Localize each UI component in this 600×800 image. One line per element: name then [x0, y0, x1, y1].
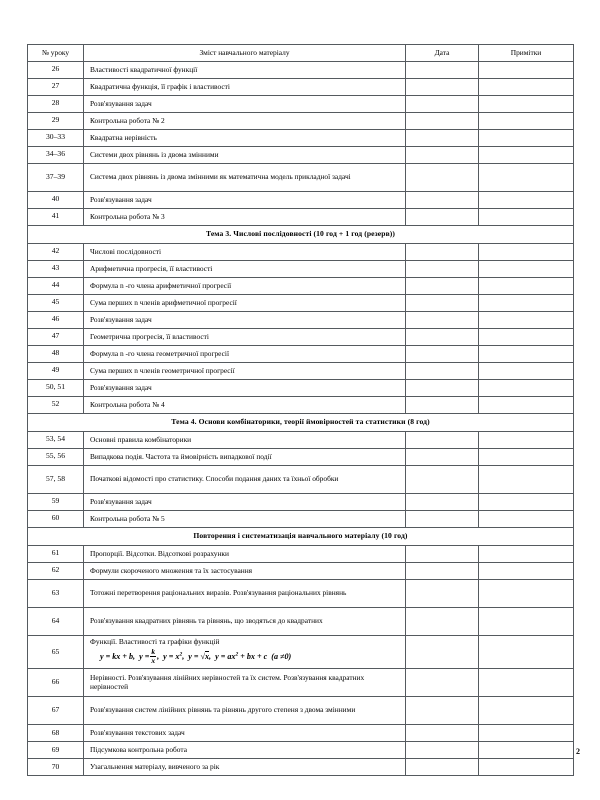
cell-date[interactable] — [406, 608, 479, 636]
cell-date[interactable] — [406, 580, 479, 608]
table-row — [28, 742, 574, 759]
table-row — [28, 563, 574, 580]
cell-notes[interactable] — [479, 192, 574, 209]
cell-notes[interactable] — [479, 346, 574, 363]
column-header-date: Дата — [406, 45, 479, 62]
table-row — [28, 669, 574, 697]
cell-content: Початкові відомості про статистику. Способи подання даних та їхньої обробки — [84, 466, 406, 494]
cell-notes[interactable] — [479, 563, 574, 580]
cell-content: Підсумкова контрольна робота — [84, 742, 406, 759]
cell-lesson-number: 28 — [28, 96, 84, 113]
cell-lesson-number: 65 — [28, 636, 84, 669]
cell-content: Розв'язування задач — [84, 96, 406, 113]
cell-notes[interactable] — [479, 432, 574, 449]
cell-lesson-number: 66 — [28, 669, 84, 697]
table-row — [28, 580, 574, 608]
table-row — [28, 725, 574, 742]
cell-content: Пропорції. Відсотки. Відсоткові розрахунки — [84, 546, 406, 563]
cell-content: Розв'язування систем лінійних рівнянь та рівнянь другого степеня з двома змінними — [84, 697, 406, 725]
table-row — [28, 96, 574, 113]
cell-lesson-number: 62 — [28, 563, 84, 580]
cell-notes[interactable] — [479, 130, 574, 147]
cell-content: Тотожні перетворення раціональних виразів. Розв'язування раціональних рівнянь — [84, 580, 406, 608]
cell-date[interactable] — [406, 312, 479, 329]
cell-lesson-number: 44 — [28, 278, 84, 295]
cell-notes[interactable] — [479, 295, 574, 312]
cell-notes[interactable] — [479, 466, 574, 494]
cell-date[interactable] — [406, 164, 479, 192]
table-row — [28, 346, 574, 363]
cell-lesson-number: 68 — [28, 725, 84, 742]
cell-notes[interactable] — [479, 380, 574, 397]
cell-content: Геометрична прогресія, її властивості — [84, 329, 406, 346]
table-row — [28, 466, 574, 494]
cell-date[interactable] — [406, 449, 479, 466]
cell-date[interactable] — [406, 742, 479, 759]
cell-lesson-number: 29 — [28, 113, 84, 130]
cell-date[interactable] — [406, 79, 479, 96]
cell-content: Розв'язування задач — [84, 312, 406, 329]
theme-header-row — [28, 226, 574, 244]
page-number: 2 — [576, 747, 580, 756]
cell-lesson-number: 41 — [28, 209, 84, 226]
cell-content: Формула n -го члена арифметичної прогресії — [84, 278, 406, 295]
cell-lesson-number: 49 — [28, 363, 84, 380]
cell-lesson-number: 43 — [28, 261, 84, 278]
table-row — [28, 261, 574, 278]
cell-date[interactable] — [406, 346, 479, 363]
cell-notes[interactable] — [479, 96, 574, 113]
table-row — [28, 363, 574, 380]
cell-notes[interactable] — [479, 725, 574, 742]
cell-notes[interactable] — [479, 511, 574, 528]
table-row — [28, 244, 574, 261]
table-row — [28, 636, 574, 669]
cell-content: Розв'язування текстових задач — [84, 725, 406, 742]
table-row — [28, 546, 574, 563]
cell-lesson-number: 30–33 — [28, 130, 84, 147]
cell-date[interactable] — [406, 209, 479, 226]
cell-content: Контрольна робота № 4 — [84, 397, 406, 414]
table-header — [28, 45, 574, 62]
table-row — [28, 113, 574, 130]
cell-notes[interactable] — [479, 742, 574, 759]
table-row — [28, 147, 574, 164]
cell-lesson-number: 37–39 — [28, 164, 84, 192]
table-header-row — [28, 45, 574, 62]
cell-content: Квадратна нерівність — [84, 130, 406, 147]
cell-notes[interactable] — [479, 608, 574, 636]
table-row — [28, 209, 574, 226]
table-row — [28, 164, 574, 192]
cell-date[interactable] — [406, 96, 479, 113]
table-row — [28, 295, 574, 312]
cell-notes[interactable] — [479, 546, 574, 563]
cell-lesson-number: 34–36 — [28, 147, 84, 164]
table-row — [28, 130, 574, 147]
table-row — [28, 608, 574, 636]
cell-lesson-number: 40 — [28, 192, 84, 209]
cell-date[interactable] — [406, 546, 479, 563]
cell-lesson-number: 27 — [28, 79, 84, 96]
cell-notes[interactable] — [479, 397, 574, 414]
function-formula: y = kx + b, y = $\frac{k}{x}$ , $y = x^2$, y = √x, $y = ax^2$ + bx + c (a ≠0) — [100, 647, 292, 666]
lesson-plan-table — [27, 44, 574, 776]
cell-content: Випадкова подія. Частота та ймовірність випадкової події — [84, 449, 406, 466]
cell-date[interactable] — [406, 192, 479, 209]
cell-notes[interactable] — [479, 164, 574, 192]
cell-date[interactable] — [406, 466, 479, 494]
cell-content: Формули скороченого множення та їх застосування — [84, 563, 406, 580]
cell-lesson-number: 53, 54 — [28, 432, 84, 449]
cell-notes[interactable] — [479, 669, 574, 697]
cell-notes[interactable] — [479, 580, 574, 608]
cell-lesson-number: 48 — [28, 346, 84, 363]
cell-content: Арифметична прогресія, її властивості — [84, 261, 406, 278]
cell-notes[interactable] — [479, 278, 574, 295]
cell-lesson-number: 61 — [28, 546, 84, 563]
cell-date[interactable] — [406, 113, 479, 130]
cell-date[interactable] — [406, 295, 479, 312]
content-text: Функції. Властивості та графіки функцій — [90, 637, 220, 646]
cell-lesson-number: 70 — [28, 759, 84, 776]
cell-date[interactable] — [406, 329, 479, 346]
table-row — [28, 397, 574, 414]
cell-lesson-number: 42 — [28, 244, 84, 261]
cell-lesson-number: 55, 56 — [28, 449, 84, 466]
cell-notes[interactable] — [479, 113, 574, 130]
table-row — [28, 759, 574, 776]
cell-notes[interactable] — [479, 449, 574, 466]
cell-notes[interactable] — [479, 636, 574, 669]
cell-content: Контрольна робота № 2 — [84, 113, 406, 130]
cell-date[interactable] — [406, 397, 479, 414]
cell-content: Контрольна робота № 3 — [84, 209, 406, 226]
table-row — [28, 312, 574, 329]
cell-date[interactable] — [406, 380, 479, 397]
cell-lesson-number: 45 — [28, 295, 84, 312]
cell-date[interactable] — [406, 363, 479, 380]
table-body — [28, 62, 574, 776]
cell-notes[interactable] — [479, 261, 574, 278]
cell-lesson-number: 67 — [28, 697, 84, 725]
cell-content: Числові послідовності — [84, 244, 406, 261]
table-row — [28, 278, 574, 295]
theme-title: Тема 3. Числові послідовності (10 год + 1 год (резерв)) — [28, 226, 574, 244]
table-row — [28, 380, 574, 397]
cell-lesson-number: 60 — [28, 511, 84, 528]
cell-content: Нерівності. Розв'язування лінійних нерівностей та їх систем. Розв'язування квадратних нерівностей — [84, 669, 406, 697]
cell-lesson-number: 69 — [28, 742, 84, 759]
table-row — [28, 192, 574, 209]
table-row — [28, 62, 574, 79]
cell-notes[interactable] — [479, 363, 574, 380]
cell-date[interactable] — [406, 511, 479, 528]
cell-content: Формула n -го члена геометричної прогресії — [84, 346, 406, 363]
table-row — [28, 79, 574, 96]
column-header-lesson-number: № уроку — [28, 45, 84, 62]
cell-date[interactable] — [406, 697, 479, 725]
cell-content: Розв'язування задач — [84, 192, 406, 209]
theme-header-row — [28, 528, 574, 546]
cell-date[interactable] — [406, 261, 479, 278]
table-row — [28, 494, 574, 511]
cell-lesson-number: 64 — [28, 608, 84, 636]
cell-content: Системи двох рівнянь із двома змінними — [84, 147, 406, 164]
cell-date[interactable] — [406, 669, 479, 697]
cell-content — [84, 636, 406, 669]
cell-content: Контрольна робота № 5 — [84, 511, 406, 528]
cell-lesson-number: 47 — [28, 329, 84, 346]
cell-notes[interactable] — [479, 494, 574, 511]
cell-notes[interactable] — [479, 79, 574, 96]
cell-date[interactable] — [406, 759, 479, 776]
cell-content: Система двох рівнянь із двома змінними як математична модель прикладної задачі — [84, 164, 406, 192]
cell-date[interactable] — [406, 62, 479, 79]
cell-lesson-number: 26 — [28, 62, 84, 79]
cell-content: Розв'язування задач — [84, 380, 406, 397]
theme-header-row — [28, 414, 574, 432]
cell-date[interactable] — [406, 130, 479, 147]
column-header-content: Зміст навчального матеріалу — [84, 45, 406, 62]
cell-content: Сума перших n членів геометричної прогресії — [84, 363, 406, 380]
cell-lesson-number: 59 — [28, 494, 84, 511]
table-row — [28, 449, 574, 466]
cell-notes[interactable] — [479, 329, 574, 346]
table-row — [28, 511, 574, 528]
cell-notes[interactable] — [479, 312, 574, 329]
cell-date[interactable] — [406, 278, 479, 295]
cell-notes[interactable] — [479, 209, 574, 226]
cell-date[interactable] — [406, 432, 479, 449]
cell-notes[interactable] — [479, 244, 574, 261]
cell-date[interactable] — [406, 147, 479, 164]
cell-date[interactable] — [406, 725, 479, 742]
cell-content: Квадратична функція, її графік і властивості — [84, 79, 406, 96]
cell-lesson-number: 46 — [28, 312, 84, 329]
cell-notes[interactable] — [479, 697, 574, 725]
cell-lesson-number: 63 — [28, 580, 84, 608]
cell-notes[interactable] — [479, 62, 574, 79]
cell-date[interactable] — [406, 244, 479, 261]
cell-date[interactable] — [406, 563, 479, 580]
cell-date[interactable] — [406, 494, 479, 511]
cell-content: Розв'язування задач — [84, 494, 406, 511]
cell-content: Властивості квадратичної функції — [84, 62, 406, 79]
cell-date[interactable] — [406, 636, 479, 669]
table-row — [28, 432, 574, 449]
column-header-notes: Примітки — [479, 45, 574, 62]
cell-notes[interactable] — [479, 147, 574, 164]
theme-title: Повторення і систематизація навчального матеріалу (10 год) — [28, 528, 574, 546]
table-row — [28, 697, 574, 725]
cell-lesson-number: 52 — [28, 397, 84, 414]
cell-lesson-number: 50, 51 — [28, 380, 84, 397]
cell-content: Узагальнення матеріалу, вивченого за рік — [84, 759, 406, 776]
cell-content: Розв'язування квадратних рівнянь та рівнянь, що зводяться до квадратних — [84, 608, 406, 636]
cell-content: Основні правила комбінаторики — [84, 432, 406, 449]
cell-notes[interactable] — [479, 759, 574, 776]
cell-content: Сума перших n членів арифметичної прогресії — [84, 295, 406, 312]
theme-title: Тема 4. Основи комбінаторики, теорії ймовірностей та статистики (8 год) — [28, 414, 574, 432]
cell-lesson-number: 57, 58 — [28, 466, 84, 494]
table-row — [28, 329, 574, 346]
